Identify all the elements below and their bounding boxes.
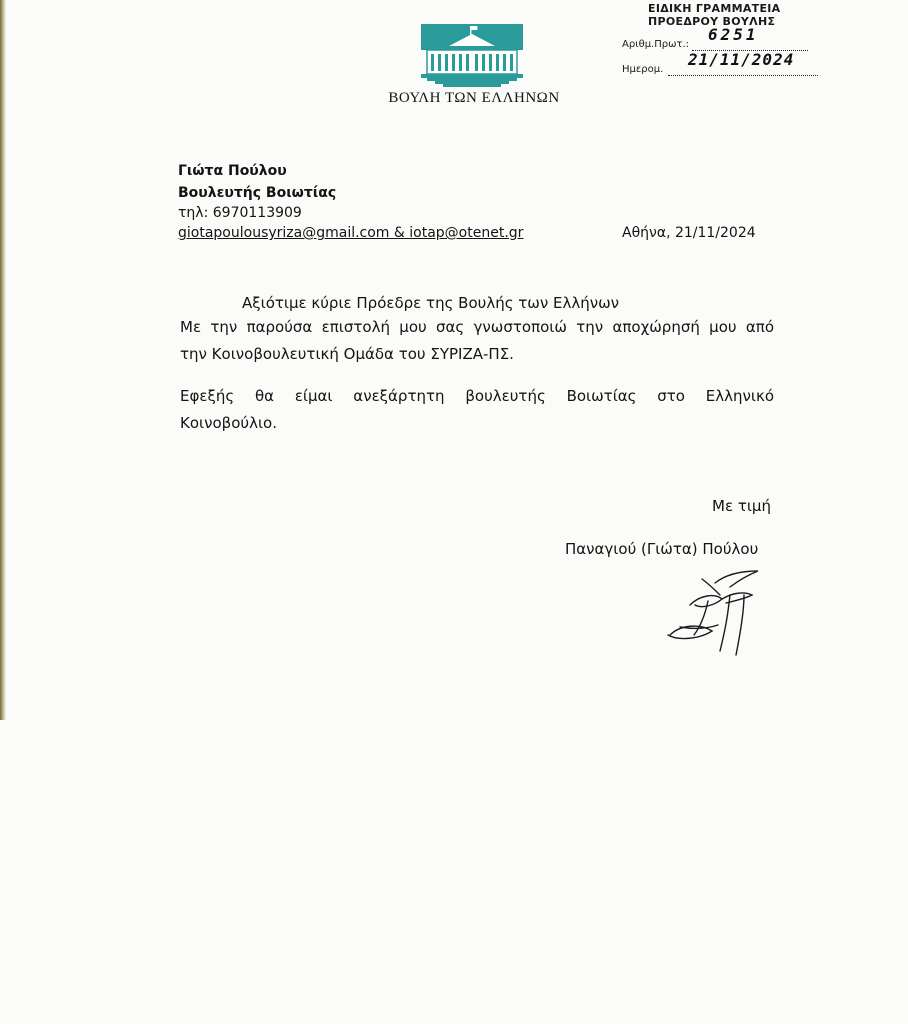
sender-name: Γιώτα Πούλου [178, 163, 287, 179]
sender-phone: τηλ: 6970113909 [178, 205, 302, 221]
paragraph-2-line-2: Κοινοβούλιο. [180, 414, 277, 432]
place-date: Αθήνα, 21/11/2024 [622, 225, 756, 241]
closing-greeting: Με τιμή [712, 497, 771, 515]
organization-name: ΒΟΥΛΗ ΤΩΝ ΕΛΛΗΝΩΝ [388, 90, 560, 106]
parliament-building-icon [419, 24, 525, 88]
sender-email[interactable]: giotapoulousyriza@gmail.com & iotap@otenet.gr [178, 225, 524, 241]
page-edge-shadow [0, 0, 6, 720]
salutation: Αξιότιμε κύριε Πρόεδρε της Βουλής των Ελλήνων [242, 294, 620, 312]
date-label: Ημερομ. [622, 64, 664, 75]
protocol-label: Αριθμ.Πρωτ.: [622, 39, 690, 50]
date-dotted-line [668, 75, 818, 76]
paragraph-1-line-2: την Κοινοβουλευτική Ομάδα του ΣΥΡΙΖΑ-ΠΣ. [180, 345, 514, 363]
signatory-name: Παναγιού (Γιώτα) Πούλου [565, 540, 759, 558]
stamp-line-1: ΕΙΔΙΚΗ ΓΡΑΜΜΑΤΕΙΑ [648, 2, 781, 15]
paragraph-2-line-1: Εφεξής θα είμαι ανεξάρτητη βουλευτής Βοιωτίας στο Ελληνικό [180, 387, 774, 405]
stamp-line-2: ΠΡΟΕΔΡΟΥ ΒΟΥΛΗΣ [648, 15, 776, 28]
sender-title: Βουλευτής Βοιωτίας [178, 185, 337, 201]
handwritten-signature [660, 565, 770, 660]
stamp-date: 21/11/2024 [688, 50, 795, 69]
protocol-number: 6251 [708, 25, 759, 44]
paragraph-1-line-1: Με την παρούσα επιστολή μου σας γνωστοποιώ την αποχώρησή μου από [180, 318, 774, 336]
registry-stamp [612, 0, 822, 80]
